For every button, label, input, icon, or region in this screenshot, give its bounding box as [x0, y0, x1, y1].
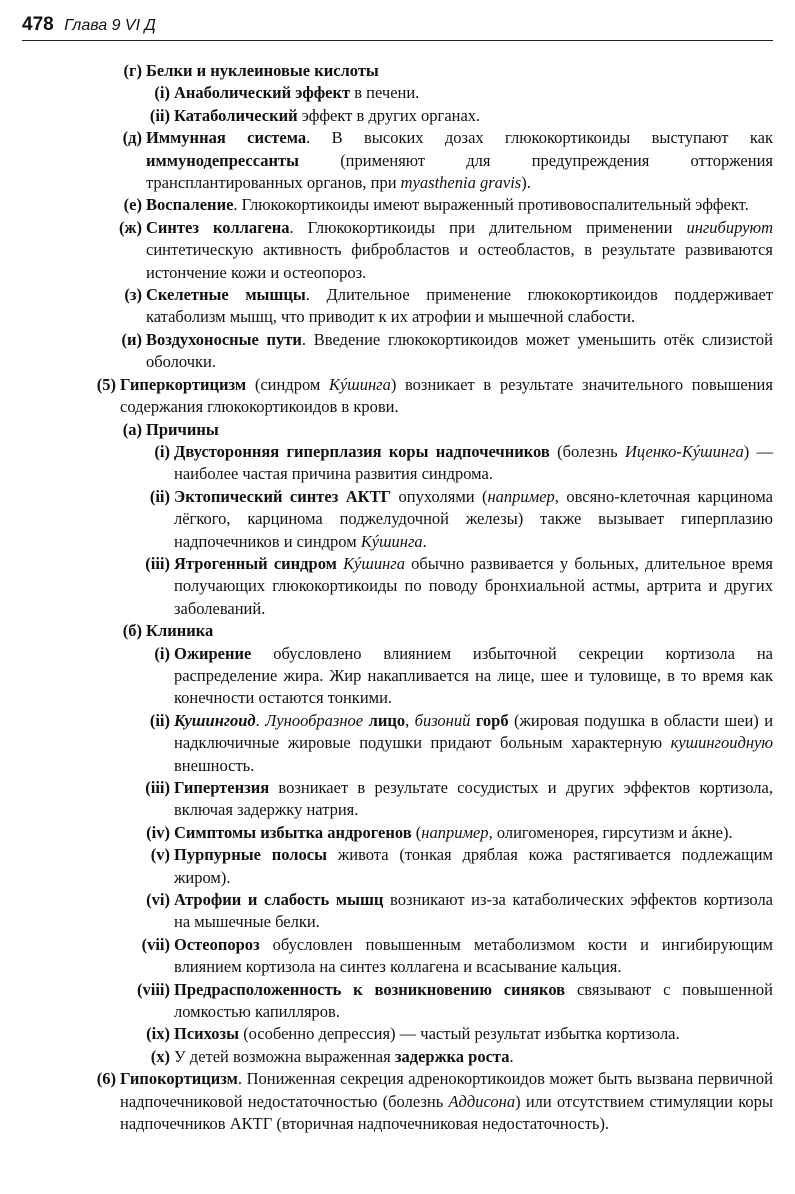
- text-run: Остеопороз: [174, 934, 260, 954]
- text-run: . Пониженная секреция адренокортикоидов может быть вызвана первичной надпочечниковой недостаточностью (болезнь: [120, 1069, 773, 1111]
- text-run: Кýшинга: [343, 553, 405, 573]
- item-marker: (x): [150, 1046, 170, 1066]
- text-run: Причины: [146, 419, 219, 439]
- list-item-b3: [145, 777, 773, 822]
- text-run: Гипокортицизм: [120, 1069, 238, 1089]
- text-run: лицо: [368, 710, 406, 730]
- item-marker: (i): [154, 441, 170, 461]
- item-marker: (v): [150, 845, 170, 865]
- text-run: в печени.: [350, 83, 420, 103]
- text-run: .: [509, 1046, 514, 1066]
- item-marker: (е): [123, 195, 142, 215]
- text-run: (жировая подушка в области шеи) и надключичные жировые подушки придают больным характерную: [174, 710, 774, 753]
- item-marker: (vii): [141, 934, 170, 954]
- item-marker: (vi): [146, 890, 170, 910]
- text-run: возникают из-за катаболических эффектов кортизола на мышечные белки.: [174, 890, 773, 932]
- text-run: Гиперкортицизм: [120, 374, 247, 394]
- text-run: ).: [521, 173, 531, 193]
- text-run: . Введение глюкокортикоидов может уменьшить отёк слизистой оболочки.: [146, 329, 773, 372]
- text-run: (: [411, 822, 422, 842]
- text-run: Эктопический синтез АКТГ: [174, 486, 392, 506]
- list-item-b8: [137, 979, 773, 1024]
- text-run: Синтез коллагена: [146, 217, 290, 237]
- item-marker: (iii): [145, 553, 170, 573]
- text-run: Пурпурные полосы: [174, 845, 328, 865]
- list-item-b7: [141, 934, 773, 979]
- item-marker: (ii): [149, 486, 170, 506]
- text-run: Предрасположенность к возникновению синяков: [174, 979, 566, 999]
- text-run: , олигоменорея, гирсутизм и áкне).: [488, 822, 733, 842]
- item-marker: (iii): [145, 778, 170, 797]
- text-run: Гипертензия: [174, 778, 270, 797]
- list-item-i: [121, 329, 773, 374]
- item-marker: (ii): [149, 710, 170, 730]
- list-item-b5: [150, 844, 773, 889]
- text-run: (особенно депрессия) — частый результат избытка кортизола.: [239, 1024, 680, 1044]
- text-run: Воздухоносные пути: [146, 329, 302, 349]
- text-run: кушингоидную: [670, 733, 773, 753]
- item-marker: (з): [124, 285, 142, 305]
- text-run: обычно развивается у больных, длительное время получающих глюкокортикоиды по поводу бронхиальной астмы, артрита и других заболеваний.: [174, 553, 773, 618]
- text-run: (болезнь: [549, 441, 625, 461]
- list-item-b10: [150, 1046, 773, 1068]
- item-marker: (i): [154, 643, 170, 663]
- text-run: .: [422, 531, 427, 551]
- text-run: Воспаление: [146, 195, 234, 215]
- list-item-a1: [154, 441, 774, 486]
- text-run: возникает в результате сосудистых и других эффектов кортизола, включая задержку натрия.: [174, 778, 773, 820]
- text-run: Катаболический: [174, 105, 298, 125]
- list-item-b: [122, 620, 773, 642]
- list-item-s5: [96, 374, 773, 419]
- text-run: Двусторонняя гиперплазия коры надпочечников: [174, 441, 550, 461]
- item-marker: (5): [96, 374, 116, 394]
- text-run: ,: [405, 710, 415, 730]
- text-run: Кýшинга: [360, 531, 423, 551]
- running-header: [22, 14, 773, 41]
- item-marker: (б): [122, 621, 142, 641]
- list-item-g2: [149, 105, 773, 127]
- list-item-b9: [146, 1023, 773, 1045]
- item-marker: (ж): [119, 217, 142, 237]
- page-number: 478: [22, 14, 54, 35]
- text-run: Скелетные мышцы: [146, 285, 306, 305]
- text-run: Клиника: [146, 621, 214, 641]
- item-marker: (г): [123, 61, 142, 80]
- list-item-b4: [146, 822, 773, 844]
- text-run: . Глюкокортикоиды при длительном применении: [289, 217, 687, 237]
- text-run: Кушингоид: [174, 710, 256, 730]
- text-run: Атрофии и слабость мышц: [174, 890, 384, 910]
- text-run: внешность.: [174, 755, 255, 775]
- text-run: У детей возможна выраженная: [174, 1046, 395, 1066]
- text-run: . В высоких дозах глюкокортикоиды выступают как: [306, 128, 773, 148]
- text-run: (применяют для предупреждения отторжения трансплантированных органов, при: [146, 150, 773, 193]
- text-run: Белки и нуклеиновые кислоты: [146, 61, 379, 80]
- text-run: опухолями (: [391, 486, 488, 506]
- text-run: обусловлено влиянием избыточной секреции кортизола на распределение жира. Жир накапливается на лице, шее и туловище, в то время как конечности остаются тонкими.: [174, 643, 773, 708]
- list-item-b6: [146, 889, 773, 934]
- text-run: ) — наиболее частая причина развития синдрома.: [174, 441, 774, 484]
- text-run: обусловлен повышенным метаболизмом кости и ингибирующим влиянием кортизола на синтез коллагена и всасывание кальция.: [174, 934, 773, 977]
- text-run: Симптомы избытка андрогенов: [174, 822, 412, 842]
- item-marker: (и): [121, 329, 142, 349]
- list-item-d: [122, 127, 773, 194]
- text-run: (синдром: [246, 374, 329, 394]
- item-marker: (i): [154, 83, 170, 103]
- list-item-b2: [149, 710, 774, 777]
- text-run: ) возникает в результате значительного повышения содержания глюкокортикоидов в крови.: [120, 374, 773, 417]
- text-run: Иценко-Кýшинга: [624, 441, 744, 461]
- text-run: ) или отсутствием стимуляции коры надпочечников АКТГ (вторичная надпочечниковая недостаточность).: [120, 1091, 773, 1134]
- text-run: например: [421, 822, 489, 842]
- item-marker: (6): [96, 1069, 116, 1089]
- text-run: например: [487, 486, 555, 506]
- text-run: .: [255, 710, 266, 730]
- list-item-a2: [149, 486, 774, 553]
- text-run: Лунообразное: [265, 710, 364, 730]
- item-marker: (а): [122, 419, 142, 439]
- text-run: задержка роста: [394, 1046, 510, 1066]
- text-run: синтетическую активность фибробластов и остеобластов, в результате развиваются истончение кожи и остеопороз.: [146, 240, 773, 282]
- text-run: Аддисона: [448, 1091, 516, 1111]
- text-run: эффект в других органах.: [297, 105, 481, 125]
- text-run: иммунодепрессанты: [146, 150, 299, 170]
- text-run: живота (тонкая дряблая кожа растягивается подлежащим жиром).: [174, 845, 773, 887]
- text-run: Иммунная система: [146, 128, 307, 148]
- item-marker: (iv): [146, 822, 170, 842]
- text-run: , овсяно-клеточная карцинома лёгкого, карцинома поджелудочной железы) также вызывает гиперплазию надпочечников и синдром: [174, 486, 774, 551]
- item-marker: (ii): [149, 105, 170, 125]
- text-run: бизоний: [414, 710, 471, 730]
- list-item-b1: [154, 643, 773, 710]
- text-run: Ятрогенный синдром: [174, 553, 337, 573]
- list-item-a: [122, 419, 773, 441]
- item-marker: (д): [122, 128, 142, 148]
- list-item-zh: [119, 217, 774, 284]
- item-marker: (ix): [146, 1024, 170, 1044]
- text-run: ингибируют: [686, 217, 774, 237]
- text-run: горб: [475, 710, 509, 730]
- text-run: Психозы: [174, 1024, 240, 1044]
- chapter-title: Глава 9 VI Д: [64, 17, 156, 34]
- list-item-a3: [145, 553, 773, 620]
- text-run: Анаболический эффект: [174, 83, 351, 103]
- text-run: Кýшинга: [328, 374, 391, 394]
- list-item-e: [123, 194, 773, 216]
- item-marker: (viii): [137, 979, 170, 999]
- text-run: Ожирение: [174, 643, 252, 663]
- list-item-g: [123, 60, 773, 82]
- text-run: myasthenia gravis: [400, 173, 522, 193]
- text-run: связывают с повышенной ломкостью капилляров.: [174, 979, 773, 1022]
- list-item-g1: [154, 82, 773, 104]
- text-run: . Глюкокортикоиды имеют выраженный противовоспалительный эффект.: [233, 195, 749, 215]
- list-item-s6: [96, 1068, 773, 1135]
- text-run: . Длительное применение глюкокортикоидов поддерживает катаболизм мышц, что приводит к их атрофии и мышечной слабости.: [146, 285, 773, 327]
- list-item-z: [124, 284, 773, 329]
- page-body: [0, 60, 795, 1136]
